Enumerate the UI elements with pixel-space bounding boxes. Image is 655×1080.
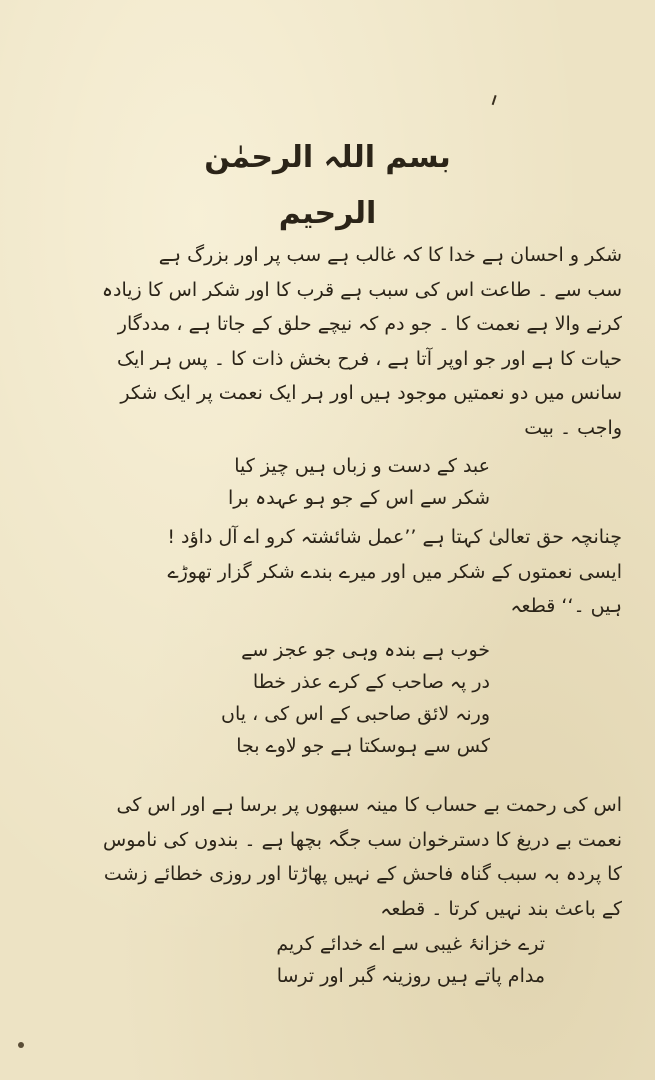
paragraph-line: حیات کا ہے اور جو اوپر آتا ہے ، فرح بخش ذات کا ۔ پس ہر ایک	[117, 347, 622, 370]
paragraph-line: چنانچہ حق تعالیٰ کہتا ہے ’’عمل شائشتہ کرو اے آل داؤد !	[167, 526, 622, 548]
paragraph-line: سب سے ۔ طاعت اس کی سبب ہے قرب کا اور شکر اس کا زیادہ	[101, 278, 622, 301]
paragraph-line: ایسی نعمتوں کے شکر میں اور میرے بندے شکر گزار تھوڑے	[167, 560, 622, 583]
verse-line: عبد کے دست و زباں ہیں چیز کیا	[234, 455, 490, 477]
paragraph-line: اس کی رحمت بے حساب کا مینہ سبھوں پر برسا ہے اور اس کی	[116, 794, 622, 816]
paragraph-line: شکر و احسان ہے خدا کا کہ غالب ہے سب پر اور بزرگ ہے	[158, 244, 622, 266]
paragraph-line: واجب ۔ بیت	[524, 416, 622, 439]
paragraph-line: کرنے والا ہے نعمت کا ۔ جو دم کہ نیچے حلق کے جاتا ہے ، مددگار	[117, 313, 622, 335]
ink-dot	[18, 1042, 24, 1048]
verse-line: شکر سے اس کے جو ہو عہدہ برا	[227, 487, 490, 509]
paragraph-line: ہیں ۔‘‘ قطعہ	[510, 595, 622, 617]
paragraph-line: نعمت بے دریغ کا دسترخوان سب جگہ بچھا ہے ۔ بندوں کی ناموس	[103, 828, 622, 851]
verse-line: ترے خزانۂ غیبی سے اے خدائے کریم	[276, 933, 545, 955]
paragraph-1	[32, 238, 622, 445]
paragraph-2	[32, 520, 622, 624]
paragraph-3	[32, 788, 622, 926]
paragraph-line: کا پردہ بہ سبب گناہ فاحش کے نہیں پھاڑتا اور روزی خطائے زشت	[103, 863, 622, 885]
verse-1	[190, 450, 490, 514]
paragraph-line: کے باعث بند نہیں کرتا ۔ قطعہ	[380, 897, 622, 920]
verse-line: در پہ صاحب کے کرے عذر خطا	[252, 671, 490, 693]
verse-line: مدام پاتے ہیں روزینہ گبر اور ترسا	[276, 965, 545, 987]
verse-2	[190, 634, 490, 762]
verse-3	[185, 928, 545, 992]
verse-line: ورنہ لائق صاحبی کے اس کی ، یاں	[221, 703, 490, 725]
ink-mark	[492, 95, 503, 107]
verse-line: کس سے ہوسکتا ہے جو لاوے بجا	[236, 735, 490, 757]
paragraph-line: سانس میں دو نعمتیں موجود ہیں اور ہر ایک نعمت پر ایک شکر	[120, 382, 622, 404]
verse-line: خوب ہے بندہ وہی جو عجز سے	[241, 639, 490, 661]
bismillah-heading: بسم اللہ الرحمٰن الرحیم	[204, 140, 451, 231]
